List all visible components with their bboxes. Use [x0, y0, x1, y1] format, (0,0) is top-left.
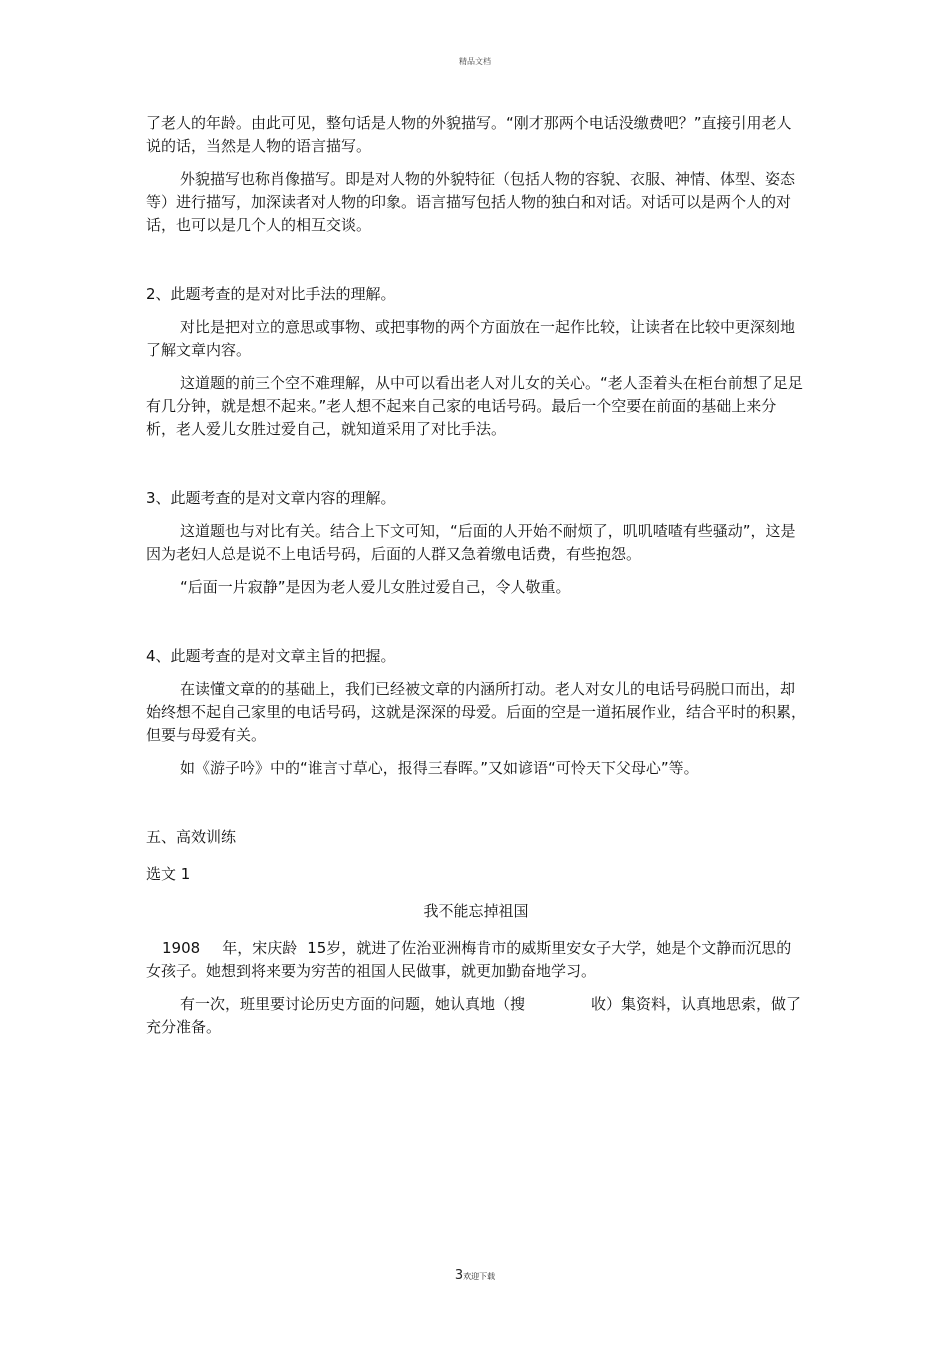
- page-number: 3: [454, 1268, 464, 1283]
- selection-label: 选文 1: [146, 865, 191, 883]
- paragraph: 外貌描写也称肖像描写。即是对人物的外貌特征（包括人物的容貌、衣服、神情、体型、姿态等）进行描写，加深读者对人物的印象。语言描写包括人物的独白和对话。对话可以是两个人的对话，也可以是几个人的相互交谈。: [146, 170, 796, 234]
- footer-label: 欢迎下载: [463, 1272, 496, 1281]
- age-text: 15: [307, 939, 327, 957]
- paragraph: 在读懂文章的的基础上，我们已经被文章的内涵所打动。老人对女儿的电话号码脱口而出，却始终想不起自己家里的电话号码，这就是深深的母爱。后面的空是一道拓展作业，结合平时的积累，但要与母爱有关。: [146, 680, 807, 744]
- paragraph: 这道题的前三个空不难理解，从中可以看出老人对儿女的关心。“老人歪着头在柜台前想了足足有几分钟，就是想不起来。”老人想不起来自己家的电话号码。最后一个空要在前面的基础上来分析，老人爱儿女胜过爱自己，就知道采用了对比手法。: [146, 374, 803, 438]
- paragraph: [146, 993, 806, 1039]
- section-heading: 4、此题考查的是对文章主旨的把握。: [146, 647, 396, 665]
- year-text: 1908: [162, 939, 201, 957]
- paragraph: 这道题也与对比有关。结合上下文可知，“后面的人开始不耐烦了，叽叽喳喳有些骚动”，这是因为老妇人总是说不上电话号码，后面的人群又急着缴电话费，有些抱怨。: [146, 522, 796, 563]
- text-run: 收）集资料，认真地思索，做了充分准备。: [146, 995, 802, 1036]
- paragraph: 对比是把对立的意思或事物、或把事物的两个方面放在一起作比较，让读者在比较中更深刻地了解文章内容。: [146, 318, 796, 359]
- article-title: 我不能忘掉祖国: [423, 902, 529, 920]
- section-heading: 五、高效训练: [146, 828, 237, 846]
- paragraph: [146, 937, 806, 983]
- text-run: 岁，就进了佐治亚洲梅肯市的威斯里安女子大学，她是个文静而沉思的女孩子。她想到将来要为穷苦的祖国人民做事，就更加勤奋地学习。: [146, 939, 792, 980]
- document-body: [146, 112, 806, 1039]
- section-heading: 3、此题考查的是对文章内容的理解。: [146, 489, 396, 507]
- text-run: 年，宋庆龄: [222, 939, 298, 957]
- section-heading: 2、此题考查的是对对比手法的理解。: [146, 285, 396, 303]
- paragraph: “后面一片寂静”是因为老人爱儿女胜过爱自己，令人敬重。: [180, 578, 571, 596]
- page-header: 精品文档: [459, 57, 491, 66]
- page-footer: [0, 1268, 950, 1283]
- paragraph: 如《游子吟》中的“谁言寸草心，报得三春晖。”又如谚语“可怜天下父母心”等。: [180, 759, 699, 777]
- text-run: 有一次，班里要讨论历史方面的问题，她认真地（搜: [180, 995, 526, 1013]
- paragraph: 了老人的年龄。由此可见，整句话是人物的外貌描写。“刚才那两个电话没缴费吧？”直接引用老人说的话，当然是人物的语言描写。: [146, 114, 792, 155]
